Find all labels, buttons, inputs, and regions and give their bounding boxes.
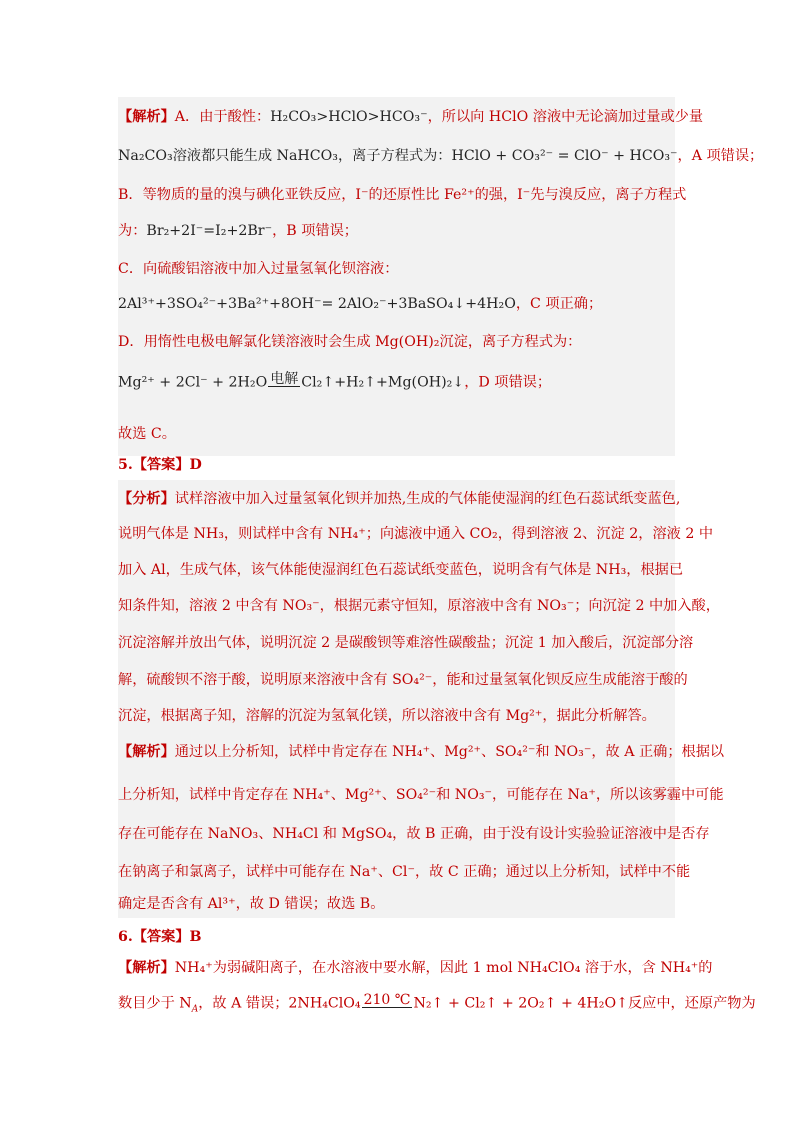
- analysis-tag: 【分析】: [118, 491, 175, 507]
- reaction-condition: 210 ℃: [363, 992, 411, 1008]
- q5-explain-line-5: 确定是否含有 Al³⁺，故 D 错误；故选 B。: [118, 896, 385, 912]
- q6-explain-line-2: 数目少于 $N_A$，故 A 错误；2NH₄ClO₄ 210 ℃ N₂↑ + Cl₂↑ + 2O₂↑ + 4H₂O↑反应中，还原产物为: [118, 992, 756, 1015]
- q4-line-9: 故选 C。: [118, 426, 176, 442]
- equation: 2Al³⁺+3SO₄²⁻+3Ba²⁺+8OH⁻= 2AlO₂⁻+3BaSO₄↓+4H₂O: [118, 296, 516, 312]
- q5-analysis-line-4: 知条件知，溶液 2 中含有 NO₃⁻，根据元素守恒知，原溶液中含有 NO₃⁻；向沉淀 2 中加入酸，: [118, 598, 720, 614]
- equation: H₂CO₃>HClO>HCO₃⁻: [270, 109, 428, 125]
- q4-line-2: Na₂CO₃溶液都只能生成 NaHCO₃，离子方程式为：HClO + CO₃²⁻ = ClO⁻ + HCO₃⁻，A 项错误；: [118, 148, 764, 164]
- q5-answer-heading: 5.【答案】D: [118, 457, 202, 473]
- equation: Br₂+2I⁻=I₂+2Br⁻: [146, 223, 273, 239]
- q5-analysis-line-3: 加入 Al，生成气体，该气体能使湿润红色石蕊试纸变蓝色，说明含有气体是 NH₃，根据已: [118, 562, 684, 578]
- q5-analysis-line-5: 沉淀溶解并放出气体，说明沉淀 2 是碳酸钡等难溶性碳酸盐；沉淀 1 加入酸后，沉淀部分溶: [118, 635, 694, 651]
- q6-answer-heading: 6.【答案】B: [118, 929, 202, 945]
- explain-tag: 【解析】: [118, 960, 175, 976]
- q4-line-5: C．向硫酸铝溶液中加入过量氢氧化钡溶液：: [118, 261, 399, 277]
- q5-analysis-line-7: 沉淀，根据离子知，溶解的沉淀为氢氧化镁，所以溶液中含有 Mg²⁺，据此分析解答。: [118, 708, 656, 724]
- explain-tag: 【解析】: [118, 744, 175, 760]
- q5-analysis-line-1: 【分析】试样溶液中加入过量氢氧化钡并加热,生成的气体能使湿润的红色石蕊试纸变蓝色,: [118, 491, 681, 507]
- q5-explain-line-4: 在钠离子和氯离子，试样中可能存在 Na⁺、Cl⁻，故 C 正确；通过以上分析知，试样中不能: [118, 864, 691, 880]
- q5-analysis-line-6: 解，硫酸钡不溶于酸，说明原来溶液中含有 SO₄²⁻，能和过量氢氧化钡反应生成能溶于酸的: [118, 672, 688, 688]
- q5-shaded-block: [118, 480, 675, 918]
- q5-explain-line-3: 存在可能存在 NaNO₃、NH₄Cl 和 MgSO₄，故 B 正确，由于没有设计实验验证溶液中是否存: [118, 826, 710, 842]
- q4-line-4: 为：Br₂+2I⁻=I₂+2Br⁻，B 项错误；: [118, 223, 358, 239]
- q4-line-6: 2Al³⁺+3SO₄²⁻+3Ba²⁺+8OH⁻= 2AlO₂⁻+3BaSO₄↓+4H₂O，C 项正确；: [118, 296, 603, 312]
- equation: HClO + CO₃²⁻ = ClO⁻ + HCO₃⁻: [451, 148, 678, 164]
- q4-line-1: 【解析】A．由于酸性：H₂CO₃>HClO>HCO₃⁻，所以向 HClO 溶液中无论滴加过量或少量: [118, 109, 704, 125]
- q4-line-3: B．等物质的量的溴与碘化亚铁反应，I⁻的还原性比 Fe²⁺的强，I⁻先与溴反应，离子方程式: [118, 187, 687, 203]
- analysis-tag: 【解析】: [118, 109, 175, 125]
- equation: Cl₂↑+H₂↑+Mg(OH)₂↓: [301, 374, 465, 391]
- q6-explain-line-1: 【解析】NH₄⁺为弱碱阳离子，在水溶液中要水解，因此 1 mol NH₄ClO₄ 溶于水，含 NH₄⁺的: [118, 960, 713, 976]
- q5-explain-line-2: 上分析知，试样中肯定存在 NH₄⁺、Mg²⁺、SO₄²⁻和 NO₃⁻，可能存在 Na⁺，所以该雾霾中可能: [118, 787, 724, 803]
- q5-explain-line-1: 【解析】通过以上分析知，试样中肯定存在 NH₄⁺、Mg²⁺、SO₄²⁻和 NO₃⁻，故 A 正确；根据以: [118, 744, 725, 760]
- q5-analysis-line-2: 说明气体是 NH₃，则试样中含有 NH₄⁺；向滤液中通入 CO₂，得到溶液 2、沉淀 2，溶液 2 中: [118, 526, 714, 542]
- q4-line-7: D．用惰性电极电解氯化镁溶液时会生成 Mg(OH)₂沉淀，离子方程式为：: [118, 334, 582, 350]
- q4-line-8: Mg²⁺ + 2Cl⁻ + 2H₂O 电解 Cl₂↑+H₂↑+Mg(OH)₂↓，D 项错误；: [118, 372, 551, 393]
- reaction-condition: 电解: [270, 371, 299, 387]
